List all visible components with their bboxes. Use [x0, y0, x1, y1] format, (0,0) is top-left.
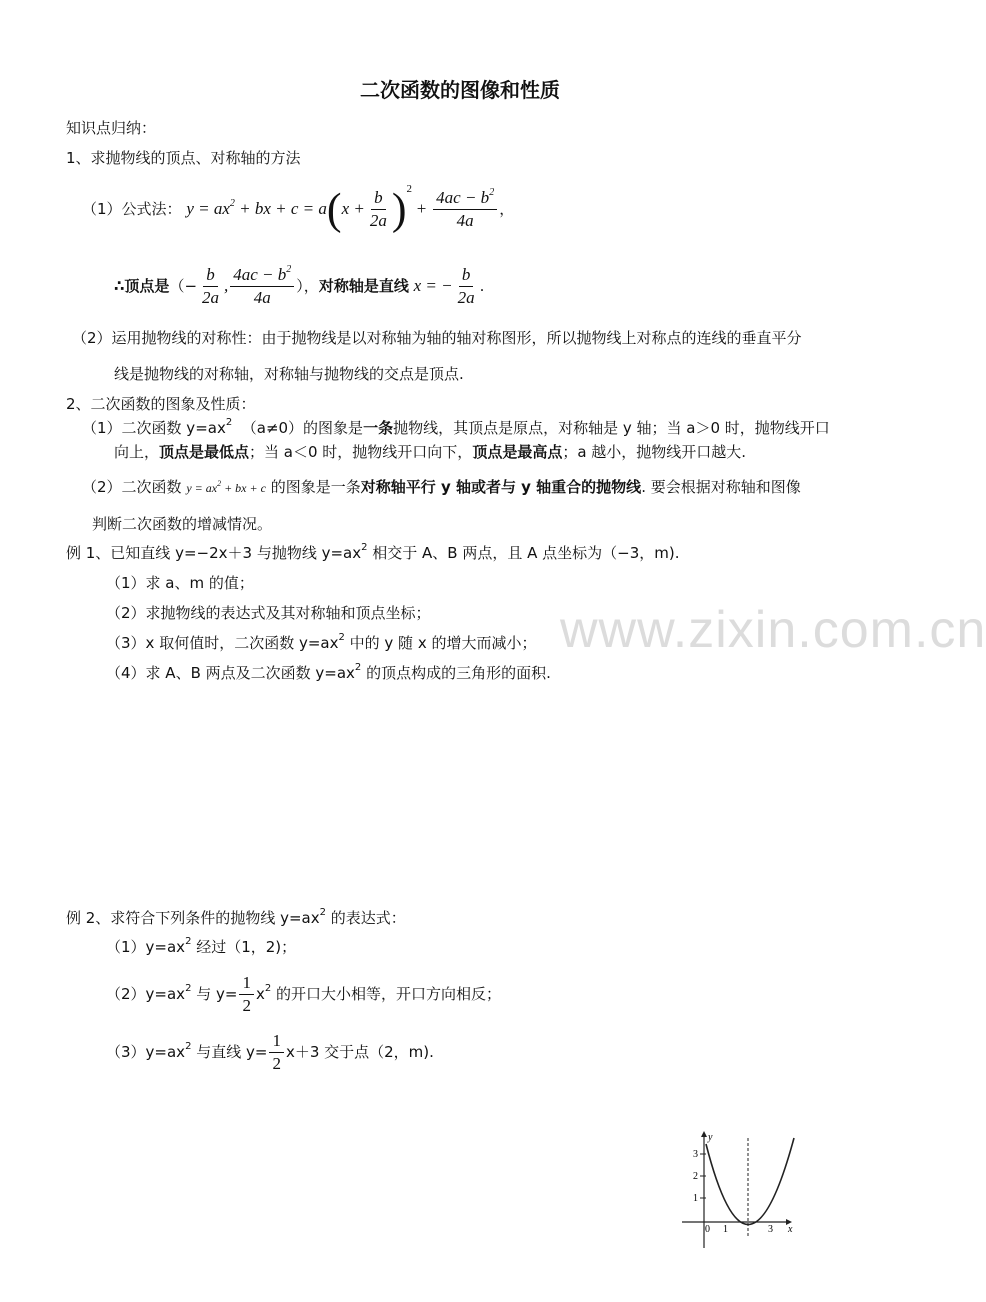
page-title: 二次函数的图像和性质	[360, 78, 560, 102]
parabola-curve	[706, 1138, 794, 1225]
formula-lhs: $y = ax^2$ + bx + c = a	[186, 198, 327, 218]
knowledge-heading: 知识点归纳：	[66, 119, 157, 137]
vertex-prefix: ∴顶点是	[114, 277, 170, 295]
example2-heading: 例 2、求符合下列条件的抛物线 $y=ax^2$ 的表达式：	[66, 907, 406, 927]
y-tick-3: 3	[693, 1149, 698, 1160]
formula-method-line	[82, 185, 514, 235]
vertex-open: （−	[169, 277, 198, 295]
x-tick-0: 0	[705, 1224, 710, 1235]
axis-end: .	[479, 277, 485, 295]
vertex-close: ），	[296, 277, 319, 295]
axis-fraction: $\frac{b}{2a}$	[457, 265, 475, 307]
watermark: www.zixin.com.cn	[560, 601, 986, 659]
vertex-comma: ,	[224, 276, 229, 295]
property1-line2: 向上，顶点是最低点；当 a＜0 时，抛物线开口向下，顶点是最高点；a 越小，抛物线开口越大.	[114, 443, 747, 461]
property2-line2: 判断二次函数的增减情况。	[92, 515, 273, 533]
axis-of-symmetry-text: 对称轴是直线	[318, 277, 409, 295]
right-paren: )	[391, 184, 407, 234]
left-paren: (	[326, 184, 342, 234]
fraction-one-half: $\frac{1}{2}$	[239, 973, 254, 1016]
example1-heading: 例 1、已知直线 y=−2x＋3 与抛物线 $y=ax^2$ 相交于 A、B 两点，且 A 点坐标为（−3，m).	[66, 542, 680, 562]
formula-plus: +	[416, 199, 427, 218]
section2-heading-text: 2、二次函数的图象及性质：	[66, 395, 256, 413]
y-axis-arrow	[701, 1131, 707, 1137]
example2-question3: $(3)y=ax^2$ 与直线 y= $\frac{1}{2}$ x＋3 交于点（2，m).	[106, 1031, 434, 1073]
formula-comma: ，	[499, 200, 515, 218]
formula-x-plus: x +	[341, 199, 365, 218]
fraction-one-half-2: $\frac{1}{2}$	[269, 1031, 284, 1074]
vertex-fraction-2: $\frac{4ac - b^2}{4a}$	[230, 265, 294, 308]
section1-heading: 1、求抛物线的顶点、对称轴的方法	[66, 149, 301, 167]
fraction-b-over-2a: $\frac{b}{2a}$	[369, 188, 387, 230]
property2-formula: $y = ax^2$ + bx + c	[186, 479, 266, 495]
example1-question1: （1）求 a、m 的值；	[106, 574, 254, 592]
example2-question2: $(2)y=ax^2$ 与 y= $\frac{1}{2}$ $x^2$ 的开口大小相等，开口方向相反；	[106, 973, 501, 1015]
x-tick-1: 1	[723, 1224, 728, 1235]
y-axis-label: y	[708, 1132, 713, 1143]
example1-question4: （4）求 A、B 两点及二次函数 $y=ax^2$ 的顶点构成的三角形的面积.	[106, 662, 551, 682]
vertex-line	[114, 262, 484, 312]
y-tick-1: 1	[693, 1193, 698, 1204]
x-tick-3: 3	[768, 1224, 773, 1235]
fraction-4ac-b2-over-4a: $\frac{4ac - b^2}{4a}$	[433, 188, 497, 231]
parabola-graph	[678, 1128, 798, 1250]
square-exponent: 2	[406, 183, 412, 195]
example2-question1: $(1)y=ax^2$ 经过（1，2)；	[106, 936, 297, 956]
axis-x-equals: x = −	[413, 276, 453, 295]
symmetry-method-line1: （2）运用抛物线的对称性：由于抛物线是以对称轴为轴的轴对称图形，所以抛物线上对称点的连线的垂直平分	[72, 329, 802, 347]
formula-method-label: （1）公式法：	[82, 200, 182, 218]
symmetry-method-line2: 线是抛物线的对称轴，对称轴与抛物线的交点是顶点.	[114, 365, 464, 383]
example1-question3: （3）x 取何值时，二次函数 $y=ax^2$ 中的 y 随 x 的增大而减小；	[106, 632, 537, 652]
property2-line1: （2）二次函数 $y = ax^2$ + bx + c 的图象是一条对称轴平行 y 轴或者与 y 轴重合的抛物线. 要会根据对称轴和图像	[82, 478, 801, 496]
y-tick-2: 2	[693, 1171, 698, 1182]
x-axis-label: x	[788, 1224, 793, 1235]
property1-line1: （1）二次函数 $y=ax^2$ （a≠0）的图象是一条抛物线，其顶点是原点，对称轴是 y 轴；当 a＞0 时，抛物线开口	[82, 417, 830, 437]
example1-question2: （2）求抛物线的表达式及其对称轴和顶点坐标；	[106, 604, 431, 622]
vertex-fraction-1: $\frac{b}{2a}$	[202, 265, 220, 307]
